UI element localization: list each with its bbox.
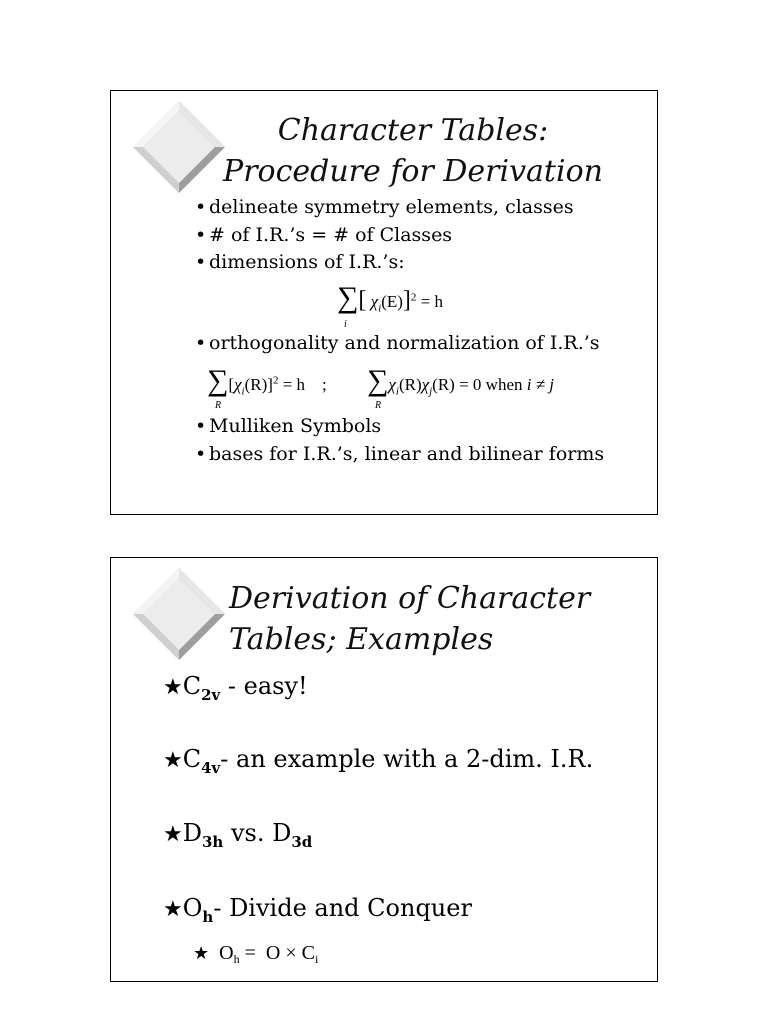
list-item: $★D_{3h}$ vs. $D_{3d}$ (163, 819, 313, 851)
slide-title (229, 578, 590, 660)
sum-index: i (344, 319, 347, 330)
sum-index: R (215, 400, 222, 411)
diamond-ornament-icon (133, 568, 225, 660)
star-icon: ★ (163, 675, 183, 700)
sub-list-item: ★ $O_h = O \times C_i$ (193, 942, 319, 966)
formula-normalization: $\sum[\chi_i(R)]^2 = h$ ; (207, 364, 327, 398)
slide-derivation-examples (110, 557, 658, 982)
list-item: $★O_h-$ Divide and Conquer (163, 894, 472, 926)
star-icon: ★ (163, 822, 183, 847)
star-icon: ★ (163, 748, 183, 773)
title-line-1: Derivation of Character (229, 581, 591, 616)
sum-index: R (375, 400, 382, 411)
list-item: • orthogonality and normalization of I.R.’s (195, 332, 600, 354)
list-item: • # of I.R.’s = # of Classes (195, 223, 453, 246)
formula-orthogonality: $\sum\chi_i(R)\chi_j(R) = 0$ when i ≠ j (367, 364, 555, 398)
bullet-list-3 (195, 413, 604, 468)
slide-title (111, 110, 659, 192)
slide-character-tables-procedure (110, 90, 658, 515)
bullet-list (195, 194, 574, 277)
list-item: $★C_{2v}$ - easy! (163, 672, 308, 704)
list-item: $★C_{4v}-$ an example with a 2-dim. I.R. (163, 745, 594, 777)
list-item: • delineate symmetry elements, classes (195, 196, 574, 218)
list-item: • dimensions of I.R.’s: (195, 251, 405, 273)
bullet-list-2 (195, 330, 600, 358)
title-line-1: Character Tables: (277, 113, 549, 148)
title-line-2: Tables; Examples (229, 622, 494, 657)
list-item: • Mulliken Symbols (195, 415, 382, 437)
list-item: • bases for I.R.’s, linear and bilinear forms (195, 442, 605, 465)
star-icon: ★ (163, 897, 183, 922)
title-line-2: Procedure for Derivation (223, 154, 603, 189)
star-icon: ★ (193, 943, 210, 964)
formula-dimensions: ∑[ $\chi_i(E)]^2 = h$ (337, 281, 443, 315)
